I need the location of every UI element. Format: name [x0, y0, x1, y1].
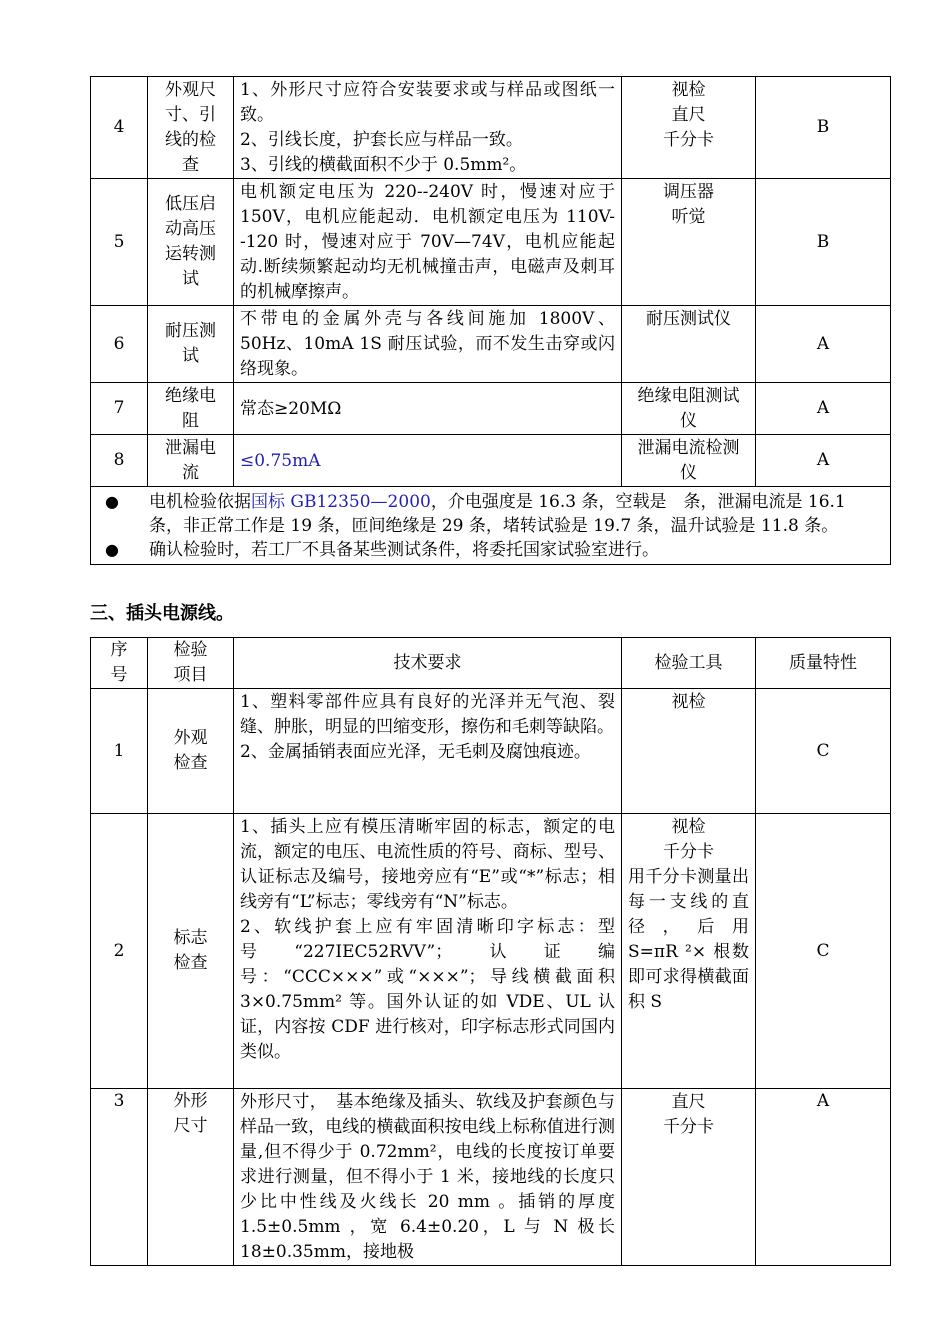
- tool-line: 耐压测试仪: [646, 309, 731, 329]
- row-number: 2: [91, 814, 148, 1089]
- requirement-line: 电机额定电压为 220--240V 时，慢速对应于 150V，电机应能起动．电机额定电压为 110V--120 时，慢速对应于 70V—74V，电机应能起动.断续频繁起动均无机械撞击声，电磁声及刺耳的机械摩擦声。: [240, 182, 615, 302]
- table-row: [91, 1089, 891, 1266]
- item-line: 外观: [173, 728, 208, 748]
- row-number: 1: [91, 689, 148, 814]
- item-line: 外观尺: [165, 79, 216, 100]
- header-requirement: 技术要求: [234, 638, 622, 689]
- tool-line: 仪: [680, 463, 697, 483]
- item-line: 检查: [173, 953, 208, 973]
- tool-line: 仪: [680, 411, 697, 431]
- technical-requirement: [234, 306, 622, 383]
- table-row: [91, 77, 891, 179]
- technical-requirement: [234, 179, 622, 306]
- tool-line: 视检: [671, 817, 706, 837]
- technical-requirement: [234, 814, 622, 1089]
- row-number: 8: [91, 435, 148, 487]
- quality-grade: A: [756, 1089, 891, 1266]
- requirement-line: 1、外形尺寸应符合安装要求或与样品或图纸一致。: [240, 80, 615, 125]
- table-header-row: [91, 638, 891, 689]
- table-row: [91, 814, 891, 1089]
- bullet-icon: ●: [105, 492, 119, 511]
- tool-line: 千分卡: [663, 130, 714, 150]
- item-line: 尺寸: [173, 1116, 208, 1136]
- tool-line: 绝缘电阻测试: [637, 386, 740, 406]
- requirement-line: 2、引线长度，护套长应与样品一致。: [240, 130, 523, 150]
- technical-requirement: [234, 689, 622, 814]
- quality-grade: A: [756, 383, 891, 435]
- item-line: 试: [182, 346, 199, 366]
- item-line: 查: [182, 154, 199, 175]
- tool-line: 用千分卡测量出每一支线的直径，后用 S=πR ²× 根数即可求得横截面积 S: [628, 867, 749, 1012]
- bullet-icon: ●: [105, 540, 119, 559]
- quality-grade: C: [756, 814, 891, 1089]
- quality-grade: B: [756, 179, 891, 306]
- note-text: [149, 490, 884, 538]
- item-line: 线的检: [165, 129, 216, 150]
- inspection-tool: [622, 1089, 756, 1266]
- header-quality: 质量特性: [756, 638, 891, 689]
- motor-test-table: [90, 76, 891, 565]
- inspection-tool: [622, 814, 756, 1089]
- technical-requirement: [234, 435, 622, 487]
- quality-grade: A: [756, 435, 891, 487]
- header-line: 项目: [173, 665, 208, 685]
- tool-line: 听觉: [671, 207, 706, 227]
- inspection-item: [148, 814, 234, 1089]
- table-row: [91, 306, 891, 383]
- inspection-tool: [622, 383, 756, 435]
- technical-requirement: [234, 383, 622, 435]
- item-line: 泄漏电: [165, 437, 216, 458]
- table-row: [91, 179, 891, 306]
- inspection-tool: [622, 179, 756, 306]
- inspection-tool: [622, 306, 756, 383]
- quality-grade: A: [756, 306, 891, 383]
- item-line: 动高压: [165, 219, 216, 239]
- header-line: 号: [110, 665, 128, 685]
- note-item: [97, 490, 884, 538]
- item-line: 低压启: [165, 194, 216, 214]
- inspection-item: [148, 306, 234, 383]
- header-number: [91, 638, 148, 689]
- tool-line: 调压器: [663, 182, 714, 202]
- item-line: 耐压测: [165, 321, 216, 341]
- tool-line: 视检: [671, 692, 706, 712]
- tool-line: 千分卡: [663, 842, 714, 862]
- note-text: 确认检验时，若工厂不具备某些测试条件，将委托国家试验室进行。: [149, 540, 659, 560]
- row-number: 7: [91, 383, 148, 435]
- requirement-line: 2、金属插销表面应光泽，无毛刺及腐蚀痕迹。: [240, 742, 591, 762]
- tool-line: 直尺: [671, 105, 706, 125]
- tool-line: 泄漏电流检测: [637, 438, 740, 458]
- quality-grade: C: [756, 689, 891, 814]
- table-row: [91, 383, 891, 435]
- inspection-item: [148, 383, 234, 435]
- tool-line: 直尺: [671, 1092, 706, 1112]
- document-page: [90, 76, 890, 1266]
- requirement-line: 1、插头上应有模压清晰牢固的标志，额定的电流，额定的电压、电流性质的符号、商标、型号、认证标志及编号，接地旁应有“E”或“*”标志；相线旁有“L”标志；零线旁有“N”标志。: [240, 817, 615, 912]
- requirement-line: 不带电的金属外壳与各线间施加 1800V、50Hz、10mA 1S 耐压试验，而不发生击穿或闪络现象。: [240, 309, 615, 379]
- requirement-line: ≤0.75mA: [240, 450, 321, 471]
- inspection-item: [148, 77, 234, 179]
- inspection-item: [148, 179, 234, 306]
- item-line: 寸、引: [165, 104, 216, 125]
- header-tool: 检验工具: [622, 638, 756, 689]
- table-row: [91, 435, 891, 487]
- requirement-line: 3、引线的横截面积不少于 0.5mm²。: [240, 155, 527, 175]
- requirement-line: 外形尺寸， 基本绝缘及插头、软线及护套颜色与样品一致，电线的横截面积按电线上标称值进行测量,但不得少于 0.72mm²，电线的长度按订单要求进行测量，但不得小于 1 米，接地线的长度只少比中性线及火线长 20 mm 。插销的厚度 1.5±0.5mm ，宽 6.4±0.20，L 与 N 极长 18±0.35mm，接地极: [240, 1092, 615, 1262]
- header-item: [148, 638, 234, 689]
- standard-reference: 国标 GB12350—2000: [251, 492, 431, 512]
- inspection-tool: [622, 435, 756, 487]
- quality-grade: B: [756, 77, 891, 179]
- notes-row: [91, 487, 891, 565]
- inspection-item: [148, 689, 234, 814]
- row-number: 5: [91, 179, 148, 306]
- item-line: 阻: [182, 410, 199, 431]
- note-item: [97, 538, 884, 562]
- header-line: 序: [110, 640, 128, 660]
- item-line: 绝缘电: [165, 385, 216, 406]
- inspection-item: [148, 435, 234, 487]
- row-number: 3: [91, 1089, 148, 1266]
- requirement-line: 1、塑料零部件应具有良好的光泽并无气泡、裂缝、肿胀，明显的凹缩变形，擦伤和毛刺等缺陷。: [240, 692, 615, 737]
- requirement-line: 2、软线护套上应有牢固清晰印字标志：型号“227IEC52RVV”；认证编号：“CCC×××”或“×××”；导线横截面积 3×0.75mm² 等。国外认证的如 VDE、UL 认证，内容按 CDF 进行核对，印字标志形式同国内类似。: [240, 917, 615, 1062]
- row-number: 4: [91, 77, 148, 179]
- technical-requirement: [234, 1089, 622, 1266]
- requirement-line: 常态≥20MΩ: [240, 398, 342, 419]
- inspection-item: [148, 1089, 234, 1266]
- table-row: [91, 689, 891, 814]
- inspection-tool: [622, 689, 756, 814]
- section-title: 三、插头电源线。: [90, 603, 234, 624]
- tool-line: 千分卡: [663, 1117, 714, 1137]
- header-line: 检验: [173, 640, 208, 660]
- technical-requirement: [234, 77, 622, 179]
- item-line: 外形: [173, 1091, 208, 1111]
- inspection-tool: [622, 77, 756, 179]
- note-text-part: ，介电强度是 16.3 条，空载是 条，泄漏电流是 16.1 条，非正常工作是 19 条，匝间绝缘是 29 条，堵转试验是 19.7 条，温升试验是 11.8 条。: [149, 492, 846, 536]
- item-line: 检查: [173, 753, 208, 773]
- row-number: 6: [91, 306, 148, 383]
- notes-cell: [91, 487, 891, 565]
- plug-cord-table: [90, 637, 891, 1266]
- item-line: 流: [182, 462, 199, 483]
- tool-line: 视检: [671, 80, 706, 100]
- item-line: 运转测: [165, 244, 216, 264]
- item-line: 标志: [173, 928, 208, 948]
- note-text-part: 电机检验依据: [149, 492, 251, 512]
- item-line: 试: [182, 269, 199, 289]
